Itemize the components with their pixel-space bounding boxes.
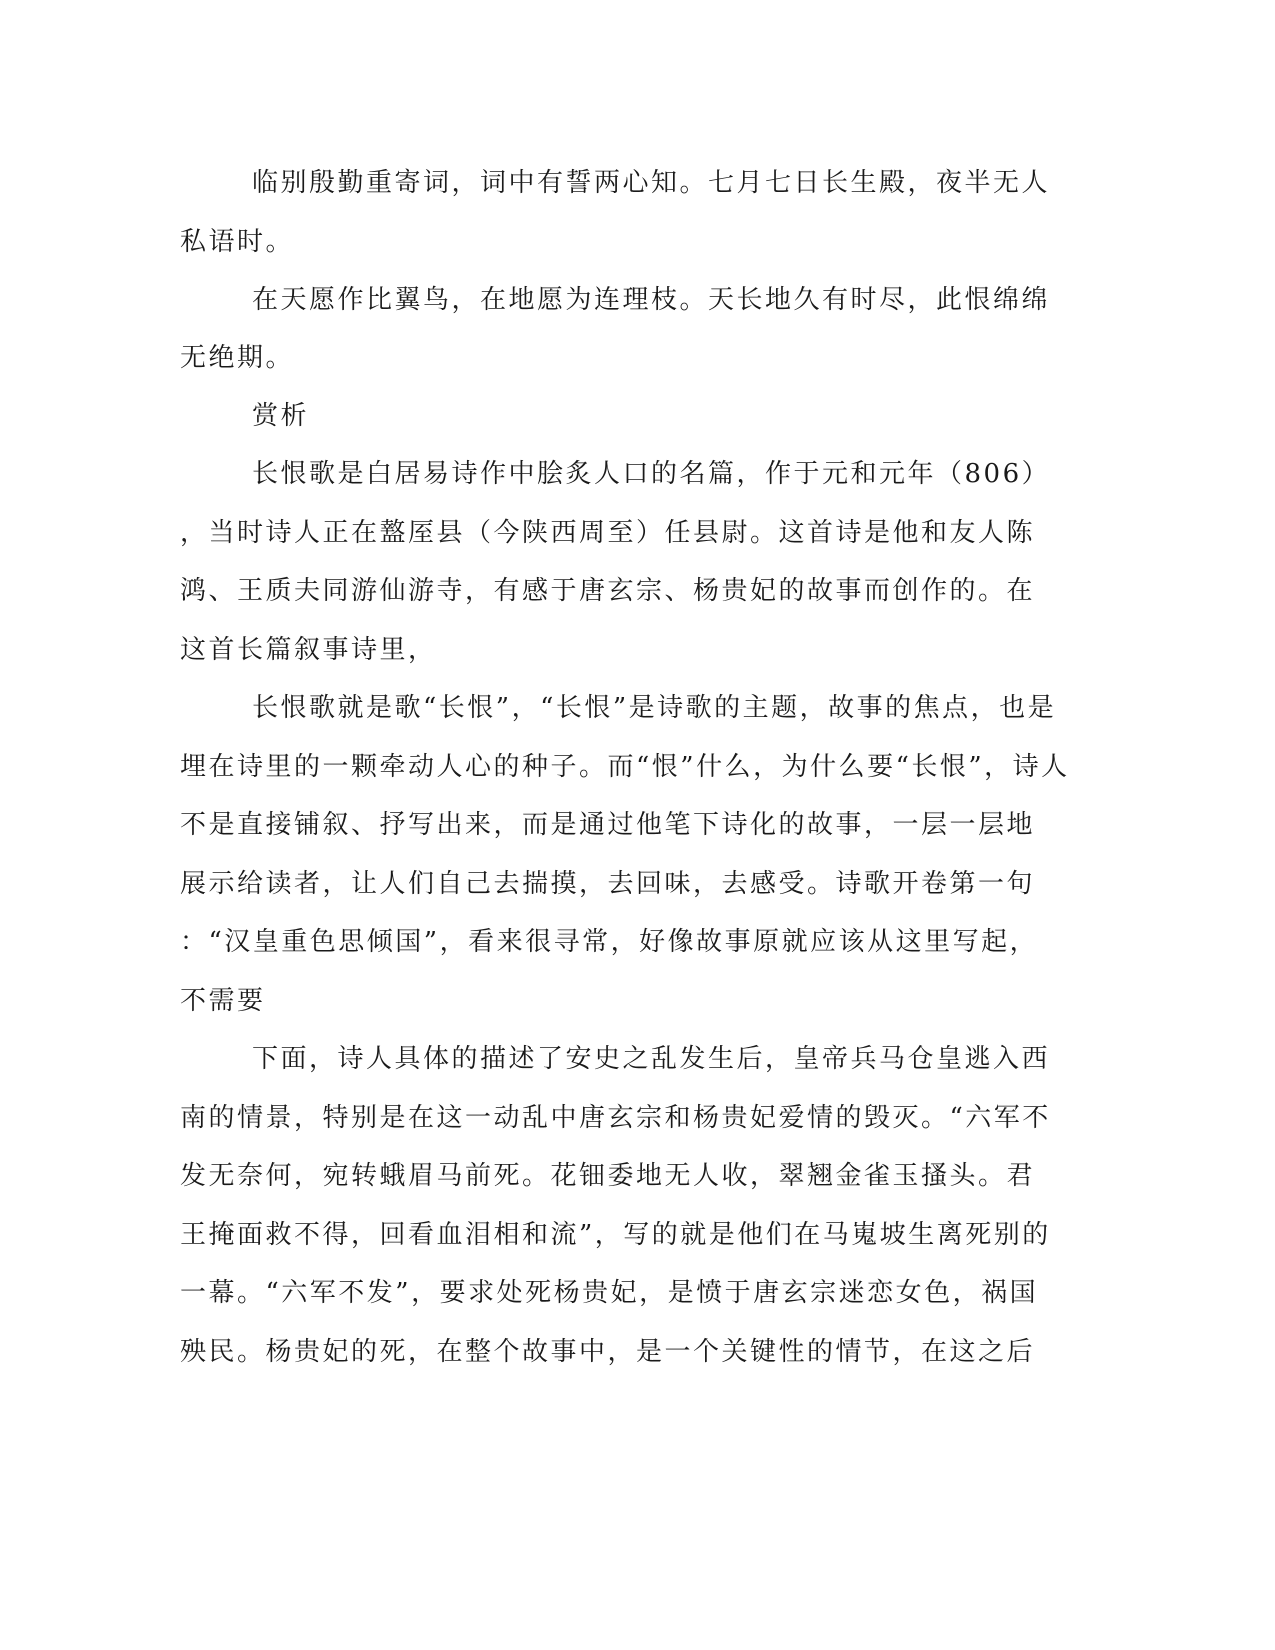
paragraph-6-line-3: 发无奈何，宛转蛾眉马前死。花钿委地无人收，翠翘金雀玉搔头。君 [180, 1161, 1036, 1191]
paragraph-6-line-5: 一幕。“六军不发”，要求处死杨贵妃，是愤于唐玄宗迷恋女色，祸国 [180, 1278, 1039, 1308]
paragraph-2-line-2: 无绝期。 [180, 343, 295, 373]
paragraph-5-line-5: ：“汉皇重色思倾国”，看来很寻常，好像故事原就应该从这里写起， [180, 927, 1039, 957]
paragraph-1-line-2: 私语时。 [180, 227, 295, 257]
paragraph-4-line-1: 长恨歌是白居易诗作中脍炙人口的名篇，作于元和元年（806） [252, 459, 1051, 489]
paragraph-5-line-6: 不需要 [180, 986, 266, 1016]
paragraph-5-line-3: 不是直接铺叙、抒写出来，而是通过他笔下诗化的故事，一层一层地 [180, 810, 1036, 840]
paragraph-5-line-4: 展示给读者，让人们自己去揣摸，去回味，去感受。诗歌开卷第一句 [180, 869, 1036, 899]
paragraph-4-line-3: 鸿、王质夫同游仙游寺，有感于唐玄宗、杨贵妃的故事而创作的。在 [180, 576, 1036, 606]
paragraph-4-line-4: 这首长篇叙事诗里， [180, 635, 437, 665]
paragraph-4-line-2: ，当时诗人正在盩厔县（今陕西周至）任县尉。这首诗是他和友人陈 [180, 518, 1036, 548]
paragraph-6-line-6: 殃民。杨贵妃的死，在整个故事中，是一个关键性的情节，在这之后 [180, 1337, 1036, 1367]
paragraph-1-line-1: 临别殷勤重寄词，词中有誓两心知。七月七日长生殿，夜半无人 [252, 168, 1051, 198]
section-heading: 赏析 [252, 401, 310, 431]
paragraph-2-line-1: 在天愿作比翼鸟，在地愿为连理枝。天长地久有时尽，此恨绵绵 [252, 285, 1051, 315]
paragraph-5-line-1: 长恨歌就是歌“长恨”，“长恨”是诗歌的主题，故事的焦点，也是 [252, 693, 1057, 723]
paragraph-5-line-2: 埋在诗里的一颗牵动人心的种子。而“恨”什么，为什么要“长恨”，诗人 [180, 752, 1070, 782]
paragraph-6-line-2: 南的情景，特别是在这一动乱中唐玄宗和杨贵妃爱情的毁灭。“六军不 [180, 1103, 1051, 1133]
paragraph-6-line-4: 王掩面救不得，回看血泪相和流”，写的就是他们在马嵬坡生离死别的 [180, 1220, 1051, 1250]
paragraph-6-line-1: 下面，诗人具体的描述了安史之乱发生后，皇帝兵马仓皇逃入西 [252, 1044, 1051, 1074]
